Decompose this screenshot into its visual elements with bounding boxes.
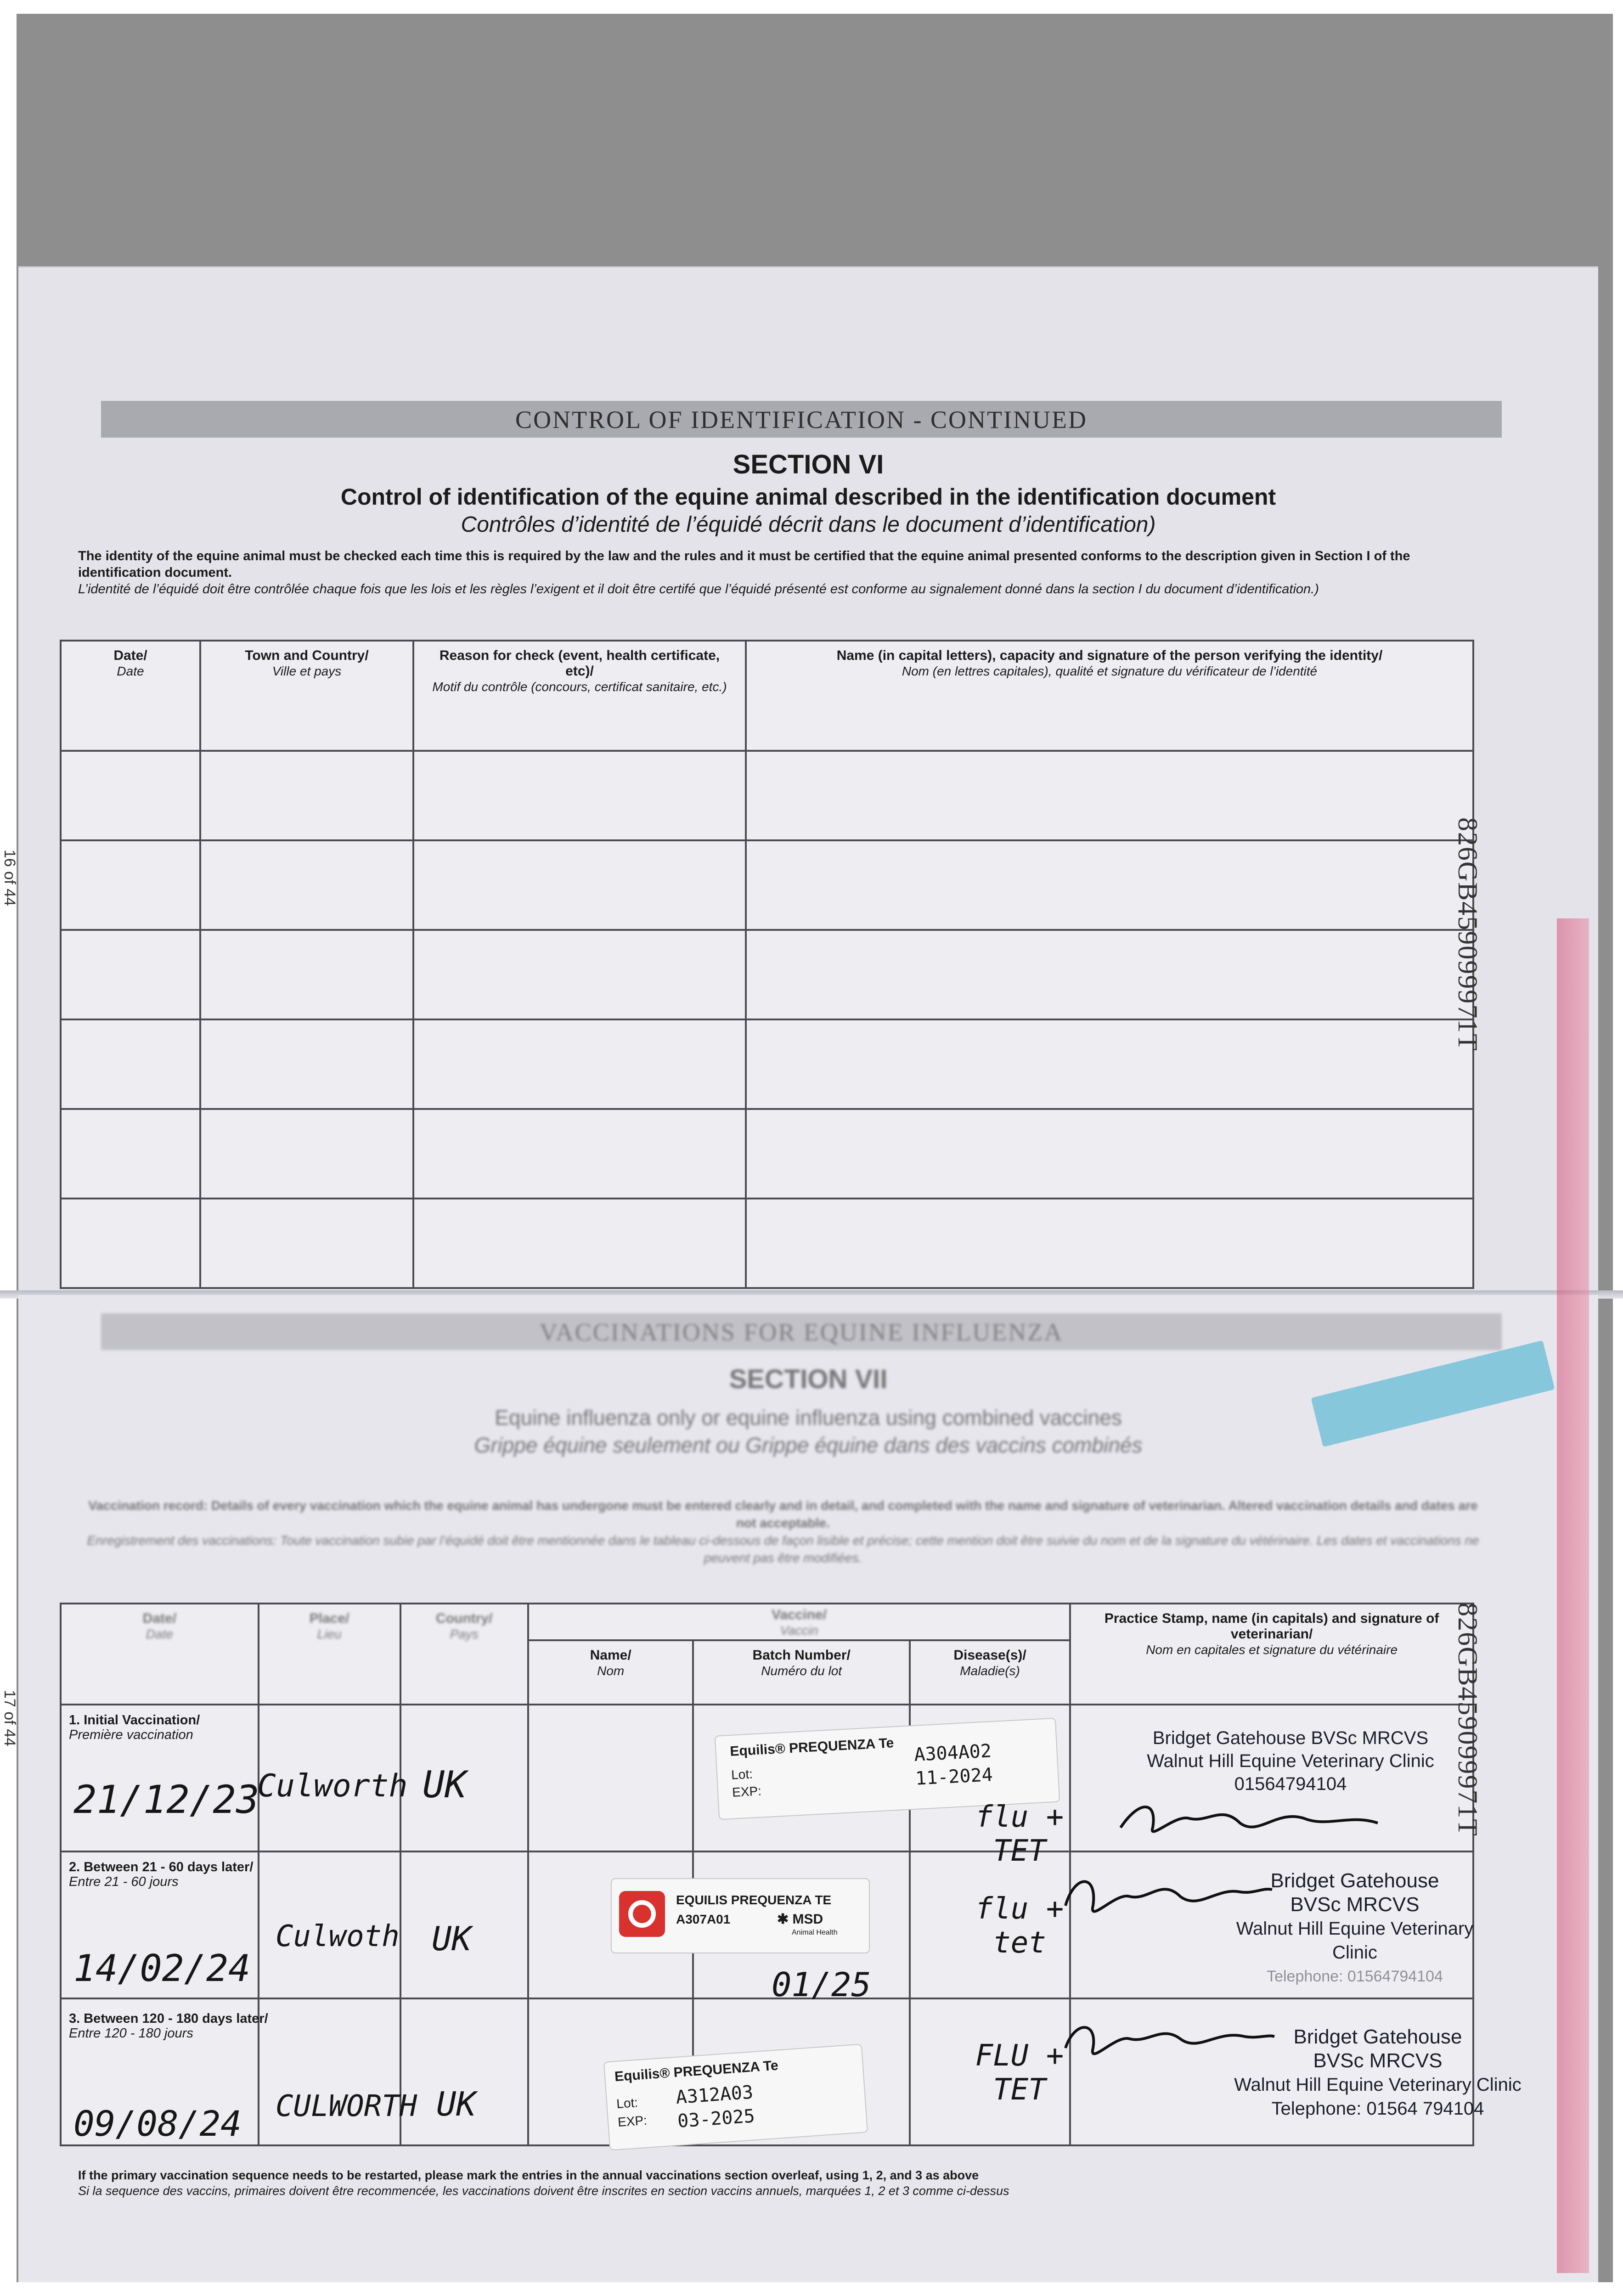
entry-disease: flu + TET — [975, 1800, 1064, 1868]
row-label-fr: Entre 21 - 60 jours — [69, 1874, 179, 1889]
row-label-second — [69, 1860, 253, 1889]
passport-ref-upper: 826GB459099971T — [1453, 817, 1483, 1052]
table-cell — [413, 930, 746, 1019]
entry-date: 09/08/24 — [73, 2103, 242, 2144]
col-disease-fr: Maladie(s) — [960, 1664, 1020, 1678]
row-label-en: 3. Between 120 - 180 days later/ — [69, 2011, 268, 2026]
table-cell — [746, 1199, 1473, 1288]
col-verifier-header — [746, 641, 1473, 751]
stamp-line: Walnut Hill Equine Veterinary Clinic — [1236, 1919, 1474, 1963]
sticker-exp: 03-2025 — [676, 2105, 756, 2132]
col-batch-header — [693, 1640, 909, 1705]
entry-date: 21/12/23 — [73, 1777, 259, 1822]
col-place-en: Place/ — [309, 1611, 349, 1626]
section-intro — [78, 1497, 1488, 1567]
intro-en: Vaccination record: Details of every vaccination which the equine animal has undergone must be entered clearly and in detail, and completed with the name and signature of veterinarian. Altered vaccination details and dates are not acceptable. — [88, 1498, 1478, 1530]
row-label-en: 1. Initial Vaccination/ — [69, 1713, 200, 1728]
col-reason-fr: Motif du contrôle (concours, certificat sanitaire, etc.) — [432, 680, 727, 694]
identity-check-table — [60, 640, 1474, 1289]
page-number-17: 17 of 44 — [1, 1690, 18, 1746]
page-number-16: 16 of 44 — [1, 850, 18, 906]
table-cell — [528, 1705, 693, 1851]
col-stamp-header — [1070, 1604, 1473, 1705]
footer-note — [78, 2167, 1009, 2199]
footer-en: If the primary vaccination sequence needs to be restarted, please mark the entries in the annual vaccinations section overleaf, using 1, 2, and 3 as above — [78, 2168, 979, 2182]
col-town-header — [200, 641, 413, 751]
col-vaccine-fr: Vaccin — [780, 1623, 818, 1638]
row-label-third — [69, 2011, 268, 2041]
entry-disease: FLU + TET — [975, 2039, 1064, 2107]
stamp-line: BVSc MRCVS — [1313, 2049, 1443, 2072]
col-verifier-en: Name (in capital letters), capacity and signature of the person verifying the identity/ — [836, 648, 1383, 663]
sticker-brand: EQUILIS PREQUENZA TE — [676, 1893, 832, 1907]
table-cell — [61, 1109, 200, 1199]
vet-stamp — [1111, 1727, 1470, 1795]
stamp-line: 01564794104 — [1234, 1774, 1347, 1794]
sticker-brand: Equilis® PREQUENZA Te — [729, 1735, 895, 1759]
col-date-fr: Date — [146, 1627, 173, 1641]
col-name-header — [528, 1640, 693, 1705]
table-cell — [413, 751, 746, 840]
stamp-line: Bridget Gatehouse — [1270, 1869, 1439, 1892]
passport-ref-lower: 826GB459099971T — [1453, 1603, 1483, 1837]
stamp-line: Bridget Gatehouse — [1293, 2026, 1462, 2048]
table-cell — [61, 930, 200, 1019]
table-cell — [413, 1109, 746, 1199]
footer-fr: Si la sequence des vaccins, primaires doivent être recommencée, les vaccinations doivent être inscrites en section vaccins annuels, marquées 1, 2 et 3 comme ci-dessus — [78, 2184, 1009, 2198]
sticker-lot: A312A03 — [675, 2082, 754, 2109]
col-disease-header — [910, 1640, 1070, 1705]
stamp-line: Telephone: 01564 794104 — [1271, 2099, 1484, 2119]
intro-en: The identity of the equine animal must be checked each time this is required by the law and the rules and it must be certified that the equine animal presented conforms to the description given in Section I of the identification document. — [78, 549, 1410, 580]
col-date-fr: Date — [117, 664, 144, 678]
table-cell — [200, 1199, 413, 1288]
entry-date: 14/02/24 — [73, 1947, 251, 1990]
table-cell — [413, 1019, 746, 1109]
row-label-initial — [69, 1713, 200, 1742]
sticker-lot: A307A01 — [676, 1912, 731, 1926]
sticker-lot-label: Lot: — [616, 2095, 639, 2111]
col-country-en: Country/ — [436, 1611, 493, 1626]
q-logo-icon — [619, 1891, 665, 1937]
col-batch-en: Batch Number/ — [752, 1648, 851, 1663]
passport-page-16 — [18, 266, 1598, 1296]
section-intro — [78, 548, 1488, 597]
col-place-header — [259, 1604, 400, 1705]
section-band — [101, 401, 1502, 438]
table-cell — [61, 1199, 200, 1288]
table-cell — [746, 930, 1473, 1019]
col-stamp-en: Practice Stamp, name (in capitals) and signature of veterinarian/ — [1104, 1611, 1439, 1642]
intro-fr: Enregistrement des vaccinations: Toute vaccination subie par l’équidé doit être mentionnée dans le tableau ci-dessous de façon lisible et précise; cette mention doit être suivie du nom et de la signature du vétérinaire. Les dates et vaccinations ne peuvent pas être modifiées. — [87, 1533, 1479, 1565]
entry-country: UK — [432, 1919, 472, 1958]
stamp-line: Walnut Hill Equine Veterinary Clinic — [1234, 2075, 1522, 2095]
vet-stamp — [1231, 2025, 1525, 2121]
entry-disease: flu + tet — [975, 1892, 1064, 1960]
col-date-en: Date/ — [142, 1611, 177, 1626]
table-cell — [200, 751, 413, 840]
msd-label: MSD — [792, 1912, 823, 1927]
col-place-fr: Lieu — [317, 1627, 342, 1641]
col-verifier-fr: Nom (en lettres capitales), qualité et signature du vérificateur de l’identité — [902, 664, 1318, 678]
col-stamp-fr: Nom en capitales et signature du vétérinaire — [1146, 1643, 1398, 1657]
section-title-en: Control of identification of the equine animal described in the identification document — [340, 484, 1276, 510]
col-date-header — [61, 1604, 259, 1705]
table-row — [61, 1109, 1473, 1199]
table-cell — [413, 1199, 746, 1288]
col-disease-en: Disease(s)/ — [953, 1648, 1026, 1663]
vet-signature — [1111, 1791, 1387, 1846]
col-batch-fr: Numéro du lot — [761, 1664, 842, 1678]
sticker-exp: 11-2024 — [915, 1764, 993, 1790]
entry-place: Culwoth — [276, 1919, 400, 1953]
col-vaccine-header — [528, 1604, 1070, 1640]
table-header-row — [61, 1604, 1473, 1640]
table-row — [61, 751, 1473, 840]
table-cell — [413, 840, 746, 930]
band-title: VACCINATIONS FOR EQUINE INFLUENZA — [539, 1318, 1064, 1346]
sticker-exp-label: EXP: — [732, 1784, 762, 1800]
col-name-fr: Nom — [597, 1664, 625, 1678]
row-label-en: 2. Between 21 - 60 days later/ — [69, 1860, 254, 1874]
table-header-row — [61, 641, 1473, 751]
entry-country: UK — [423, 1763, 467, 1806]
table-cell — [400, 1998, 528, 2145]
table-cell — [259, 1998, 400, 2145]
row-label-fr: Première vaccination — [69, 1728, 193, 1742]
sticker-lot: A304A02 — [913, 1740, 992, 1766]
vaccine-batch-sticker — [603, 2044, 868, 2151]
passport-page-17 — [18, 1295, 1598, 2282]
band-title: CONTROL OF IDENTIFICATION - CONTINUED — [515, 406, 1088, 433]
stamp-line: BVSc MRCVS — [1290, 1893, 1420, 1916]
col-town-en: Town and Country/ — [245, 648, 369, 663]
table-cell — [200, 1019, 413, 1109]
col-vaccine-en: Vaccine/ — [772, 1607, 827, 1622]
table-row — [61, 1199, 1473, 1288]
table-cell — [200, 840, 413, 930]
table-cell — [746, 1109, 1473, 1199]
msd-logo: ✱ MSD — [777, 1912, 823, 1927]
table-cell — [61, 751, 200, 840]
intro-fr: L’identité de l’équidé doit être contrôlée chaque fois que les lois et les règles l’exigent et il doit être certifé que l’équidé présenté est conforme au signalement donné dans la section I du document d’identification.) — [78, 582, 1319, 597]
table-cell — [746, 751, 1473, 840]
sticker-lot-label: Lot: — [731, 1767, 753, 1782]
entry-country: UK — [436, 2085, 476, 2123]
col-country-header — [400, 1604, 528, 1705]
entry-place: Culworth — [257, 1768, 408, 1804]
entry-place: CULWORTH — [276, 2089, 417, 2123]
stamp-line: Walnut Hill Equine Veterinary Clinic — [1147, 1751, 1434, 1771]
table-row — [61, 840, 1473, 930]
table-cell — [746, 840, 1473, 930]
msd-sub-label: Animal Health — [792, 1929, 838, 1936]
table-cell — [746, 1019, 1473, 1109]
col-reason-header — [413, 641, 746, 751]
vet-stamp — [1212, 1869, 1497, 1988]
table-cell — [200, 930, 413, 1019]
col-town-fr: Ville et pays — [272, 664, 342, 678]
section-title-en: Equine influenza only or equine influenza using combined vaccines — [495, 1406, 1122, 1429]
table-cell — [61, 1019, 200, 1109]
red-page-edge — [1557, 918, 1589, 2273]
section-title-fr: Contrôles d’identité de l’équidé décrit dans le document d’identification) — [461, 512, 1156, 537]
col-date-header — [61, 641, 200, 751]
entry-exp: 01/25 — [772, 1965, 871, 2004]
table-row — [61, 1019, 1473, 1109]
col-date-en: Date/ — [113, 648, 147, 663]
col-name-en: Name/ — [590, 1648, 631, 1663]
section-heading: SECTION VI — [733, 450, 884, 479]
section-band — [101, 1313, 1502, 1350]
stamp-line: Bridget Gatehouse BVSc MRCVS — [1152, 1728, 1429, 1748]
table-cell — [61, 840, 200, 930]
row-label-fr: Entre 120 - 180 jours — [69, 2026, 193, 2041]
stamp-line: Telephone: 01564794104 — [1267, 1968, 1443, 1985]
col-country-fr: Pays — [450, 1627, 479, 1641]
section-title-fr: Grippe équine seulement ou Grippe équine dans des vaccins combinés — [474, 1433, 1143, 1457]
table-cell — [200, 1109, 413, 1199]
section-heading: SECTION VII — [729, 1364, 888, 1394]
sticker-exp-label: EXP: — [617, 2113, 648, 2130]
sticker-brand: Equilis® PREQUENZA Te — [614, 2058, 779, 2085]
table-row — [61, 930, 1473, 1019]
vaccine-batch-sticker — [611, 1878, 870, 1953]
col-reason-en: Reason for check (event, health certificate, etc)/ — [439, 648, 720, 679]
